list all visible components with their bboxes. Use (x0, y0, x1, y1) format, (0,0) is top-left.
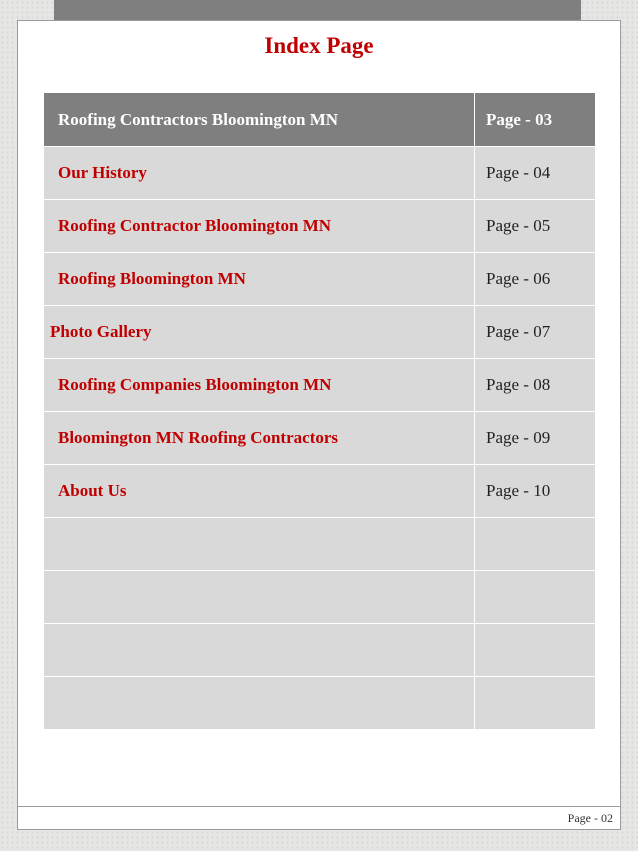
empty-row (44, 518, 596, 571)
empty-row (44, 624, 596, 677)
table-row[interactable] (44, 200, 596, 253)
empty-cell (475, 624, 596, 677)
table-row[interactable] (44, 306, 596, 359)
empty-cell (475, 518, 596, 571)
table-row[interactable] (44, 147, 596, 200)
entry-page: Page - 07 (475, 306, 596, 359)
index-table (43, 92, 596, 730)
header-label: Roofing Contractors Bloomington MN (44, 93, 475, 147)
entry-page: Page - 04 (475, 147, 596, 200)
table-row[interactable] (44, 412, 596, 465)
empty-cell (44, 518, 475, 571)
footer-divider (17, 806, 621, 807)
empty-cell (44, 624, 475, 677)
entry-page: Page - 05 (475, 200, 596, 253)
entry-page: Page - 06 (475, 253, 596, 306)
table-row[interactable] (44, 465, 596, 518)
top-decorative-bar (54, 0, 581, 20)
table-row[interactable] (44, 253, 596, 306)
entry-label[interactable]: Roofing Bloomington MN (44, 253, 475, 306)
header-page: Page - 03 (475, 93, 596, 147)
table-header-row (44, 93, 596, 147)
empty-row (44, 571, 596, 624)
empty-row (44, 677, 596, 730)
entry-label[interactable]: About Us (44, 465, 475, 518)
entry-label[interactable]: Roofing Companies Bloomington MN (44, 359, 475, 412)
entry-page: Page - 09 (475, 412, 596, 465)
entry-label[interactable]: Our History (44, 147, 475, 200)
page-title: Index Page (264, 33, 374, 58)
entry-label[interactable]: Bloomington MN Roofing Contractors (44, 412, 475, 465)
empty-cell (44, 677, 475, 730)
entry-page: Page - 08 (475, 359, 596, 412)
empty-cell (475, 571, 596, 624)
empty-cell (475, 677, 596, 730)
table-row[interactable] (44, 359, 596, 412)
entry-page: Page - 10 (475, 465, 596, 518)
entry-label[interactable]: Roofing Contractor Bloomington MN (44, 200, 475, 253)
page-number: Page - 02 (567, 811, 613, 825)
entry-label[interactable]: Photo Gallery (44, 306, 475, 359)
empty-cell (44, 571, 475, 624)
